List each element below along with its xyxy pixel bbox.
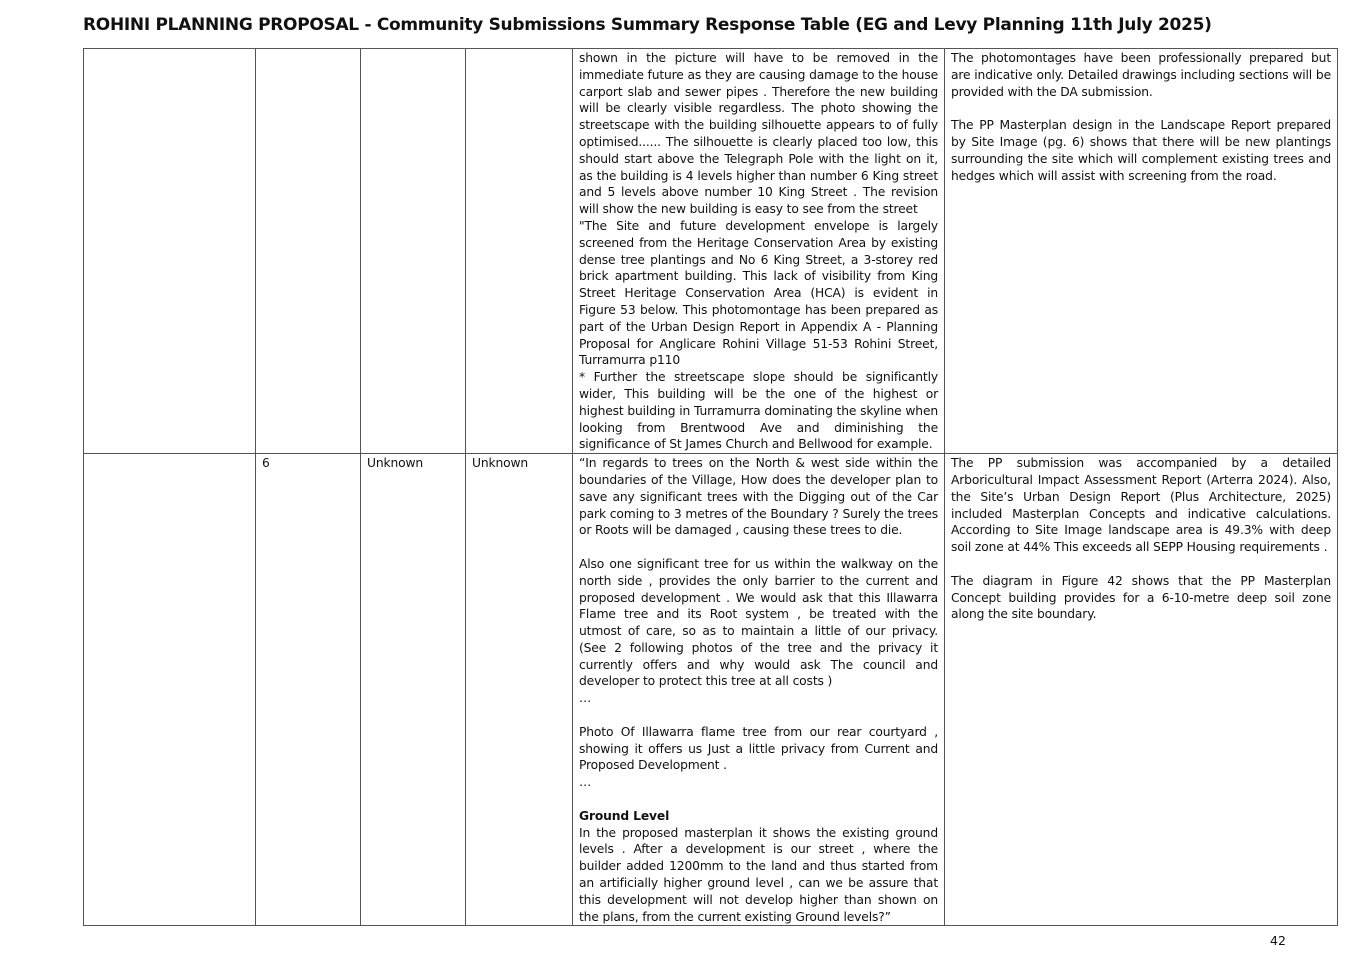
section-heading: Ground Level: [579, 808, 670, 823]
submission-cell: [573, 454, 945, 926]
table-cell-col3: [361, 49, 466, 454]
table-cell-col2: [256, 49, 361, 454]
submission-paragraph: shown in the picture will have to be removed in the immediate future as they are causing damage to the house carport slab and sewer pipes . Therefore the new building will be clearly visible regardless. The photo showing the streetscape with the building silhouette appears to of fully optimised...... The silhouette is clearly placed too low, this should start above the Telegraph Pole with the light on it, as the building is 4 levels higher than number 6 King street and 5 levels above number 10 King Street . The revision will show the new building is easy to see from the street: [579, 51, 938, 217]
submission-paragraph: Photo Of Illawarra flame tree from our rear courtyard , showing it offers us Just a little privacy from Current and Proposed Development .: [579, 724, 938, 773]
page-title: ROHINI PLANNING PROPOSAL - Community Submissions Summary Response Table (EG and Levy Planning 11th July 2025): [83, 15, 1212, 35]
submitter-cell: Unknown: [361, 454, 466, 926]
response-paragraph: The PP Masterplan design in the Landscape Report prepared by Site Image (pg. 6) shows that there will be new plantings surrounding the site which will complement existing trees and hedges which will assist with screening from the road.: [951, 118, 1331, 183]
table-row: [84, 49, 1338, 454]
ellipsis: …: [579, 691, 592, 706]
table-cell-col1: [84, 454, 256, 926]
table-cell-col1: [84, 49, 256, 454]
submission-number: 6: [256, 454, 361, 926]
submission-paragraph: * Further the streetscape slope should be significantly wider, This building will be the one of the highest or highest building in Turramurra dominating the skyline when looking from Brentwood Ave and diminishing the significance of St James Church and Bellwood for example.: [579, 370, 938, 452]
submissions-table: [83, 48, 1338, 926]
page-number: 42: [1270, 933, 1286, 948]
table-row: [84, 454, 1338, 926]
response-paragraph: The photomontages have been professionally prepared but are indicative only. Detailed drawings including sections will be provided with the DA submission.: [951, 51, 1331, 99]
response-paragraph: The PP submission was accompanied by a detailed Arboricultural Impact Assessment Report (Arterra 2024). Also, the Site’s Urban Design Report (Plus Architecture, 2025) included Masterplan Concepts and indicative calculations. According to Site Image landscape area is 49.3% with deep soil zone at 44% This exceeds all SEPP Housing requirements .: [951, 456, 1331, 555]
submission-paragraph: “In regards to trees on the North & west side within the boundaries of the Village, How does the developer plan to save any significant trees with the Digging out of the Car park coming to 3 metres of the Boundary ? Surely the trees or Roots will be damaged , causing these trees to die.: [579, 456, 938, 538]
response-cell: [945, 454, 1338, 926]
submission-paragraph: In the proposed masterplan it shows the existing ground levels . After a development is our street , where the builder added 1200mm to the land and thus started from an artificially higher ground level , can we be assure that this development will not develop higher than shown on the plans, from the current existing Ground levels?”: [579, 825, 938, 924]
submission-paragraph: "The Site and future development envelope is largely screened from the Heritage Conservation Area by existing dense tree plantings and No 6 King Street, a 3-storey red brick apartment building. This lack of visibility from King Street Heritage Conservation Area (HCA) is evident in Figure 53 below. This photomontage has been prepared as part of the Urban Design Report in Appendix A - Planning Proposal for Anglicare Rohini Village 51-53 Rohini Street, Turramurra p110: [579, 218, 938, 368]
table-cell-col4: [466, 49, 573, 454]
address-cell: Unknown: [466, 454, 573, 926]
submission-cell: [573, 49, 945, 454]
submission-paragraph: Also one significant tree for us within the walkway on the north side , provides the only barrier to the current and proposed development . We would ask that this Illawarra Flame tree and its Root system , be treated with the utmost of care, so as to maintain a little of our privacy. (See 2 following photos of the tree and the privacy it currently offers and why would ask The council and developer to protect this tree at all costs ): [579, 556, 938, 689]
response-paragraph: The diagram in Figure 42 shows that the PP Masterplan Concept building provides for a 6-10-metre deep soil zone along the site boundary.: [951, 573, 1331, 622]
ellipsis: …: [579, 775, 592, 790]
response-cell: [945, 49, 1338, 454]
